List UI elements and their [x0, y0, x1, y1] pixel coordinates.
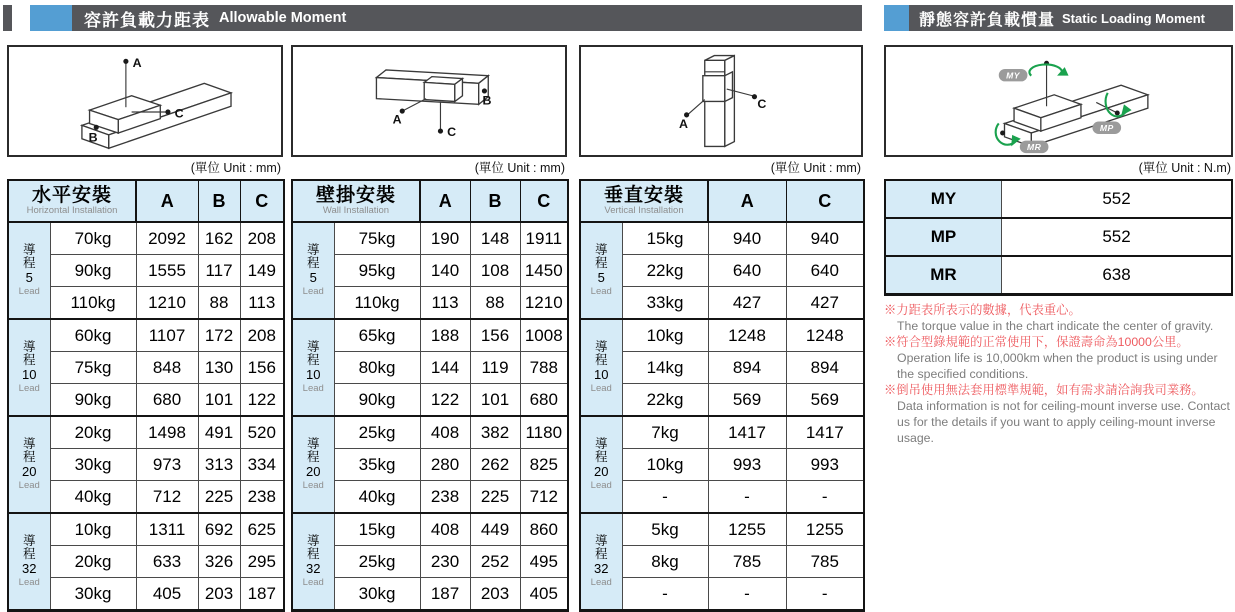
- moment-key: MY: [885, 180, 1002, 218]
- header-accent-square: [30, 5, 72, 31]
- value-cell: 427: [786, 287, 864, 320]
- value-cell: 495: [520, 546, 568, 578]
- diagram-box: [291, 45, 567, 157]
- load-cell: 22kg: [622, 384, 708, 417]
- load-cell: 30kg: [50, 578, 136, 611]
- value-cell: 148: [470, 222, 520, 255]
- lead-group-label: 導 程 5 Lead: [8, 222, 50, 319]
- value-cell: 113: [420, 287, 470, 320]
- value-cell: 973: [136, 449, 198, 481]
- load-cell: 40kg: [50, 481, 136, 514]
- load-cell: 75kg: [334, 222, 420, 255]
- value-cell: 1450: [520, 255, 568, 287]
- table-row: [580, 384, 864, 417]
- allowable-moment-header: [72, 5, 862, 31]
- column-header-b: B: [198, 180, 240, 222]
- header-title-zh: 靜態容許負載慣量: [919, 11, 1056, 29]
- table-row: [292, 481, 568, 514]
- value-cell: 144: [420, 352, 470, 384]
- load-cell: 10kg: [622, 449, 708, 481]
- load-cell: 20kg: [50, 546, 136, 578]
- horizontal-installation-diagram: [9, 47, 281, 155]
- value-cell: 113: [240, 287, 284, 320]
- table-row: [580, 319, 864, 352]
- value-cell: -: [786, 578, 864, 611]
- value-cell: 633: [136, 546, 198, 578]
- header-row: [292, 180, 568, 222]
- table-row: [580, 222, 864, 255]
- value-cell: 172: [198, 319, 240, 352]
- moment-key: MR: [885, 256, 1002, 295]
- value-cell: -: [708, 578, 786, 611]
- value-cell: 88: [198, 287, 240, 320]
- value-cell: 408: [420, 416, 470, 449]
- value-cell: 156: [470, 319, 520, 352]
- value-cell: 640: [708, 255, 786, 287]
- point-label-c: C: [174, 106, 184, 121]
- header-title-en: Allowable Moment: [219, 10, 347, 26]
- table-row: [292, 449, 568, 481]
- table-row: [580, 578, 864, 611]
- lead-group-label: 導 程 32 Lead: [580, 513, 622, 611]
- value-cell: 1498: [136, 416, 198, 449]
- horizontal-moment-table: [7, 179, 285, 612]
- table-title: 水平安裝 Horizontal Installation: [8, 180, 136, 222]
- value-cell: 1555: [136, 255, 198, 287]
- value-cell: 940: [708, 222, 786, 255]
- point-label-c: C: [757, 97, 767, 112]
- value-cell: 788: [520, 352, 568, 384]
- value-cell: 1255: [708, 513, 786, 546]
- value-cell: 203: [198, 578, 240, 611]
- lead-group-label: 導 程 10 Lead: [292, 319, 334, 416]
- note-en: The torque value in the chart indicate the center of gravity.: [897, 318, 1214, 333]
- rotation-arrow-my: [1029, 64, 1061, 75]
- value-cell: 1210: [136, 287, 198, 320]
- notes: [884, 303, 1233, 447]
- value-cell: 190: [420, 222, 470, 255]
- value-cell: 569: [786, 384, 864, 417]
- unit-label: (單位 Unit : mm): [770, 161, 861, 175]
- value-cell: 405: [520, 578, 568, 611]
- table-row: [580, 287, 864, 320]
- value-cell: 894: [708, 352, 786, 384]
- value-cell: 712: [520, 481, 568, 514]
- table-row: [580, 352, 864, 384]
- load-cell: 90kg: [334, 384, 420, 417]
- value-cell: 130: [198, 352, 240, 384]
- value-cell: 122: [420, 384, 470, 417]
- table-row: [292, 287, 568, 320]
- table-row: [8, 546, 284, 578]
- static-loading-header: [909, 5, 1233, 31]
- value-cell: 1210: [520, 287, 568, 320]
- load-cell: 30kg: [334, 578, 420, 611]
- table-row: [8, 287, 284, 320]
- column-header-c: C: [786, 180, 864, 222]
- vertical-moment-table: [579, 179, 865, 612]
- static-loading-section: [884, 45, 1233, 447]
- value-cell: 405: [136, 578, 198, 611]
- table-row: [885, 180, 1232, 218]
- load-cell: 60kg: [50, 319, 136, 352]
- unit-label: (單位 Unit : N.m): [1138, 161, 1231, 175]
- value-cell: 680: [520, 384, 568, 417]
- table-row: [8, 513, 284, 546]
- value-cell: 1311: [136, 513, 198, 546]
- load-cell: 22kg: [622, 255, 708, 287]
- table-row: [580, 449, 864, 481]
- moment-value: 552: [1102, 189, 1131, 208]
- value-cell: 1008: [520, 319, 568, 352]
- value-cell: 625: [240, 513, 284, 546]
- value-cell: 1255: [786, 513, 864, 546]
- value-cell: 238: [240, 481, 284, 514]
- load-cell: 90kg: [50, 384, 136, 417]
- unit-label: (單位 Unit : mm): [474, 161, 565, 175]
- lead-group-label: 導 程 20 Lead: [292, 416, 334, 513]
- load-cell: 90kg: [50, 255, 136, 287]
- table-row: [292, 416, 568, 449]
- value-cell: 208: [240, 319, 284, 352]
- load-cell: -: [622, 481, 708, 514]
- value-cell: 108: [470, 255, 520, 287]
- static-moment-diagram: [886, 47, 1231, 155]
- wall-installation-diagram: [293, 47, 565, 155]
- value-cell: 1417: [708, 416, 786, 449]
- load-cell: 25kg: [334, 546, 420, 578]
- value-cell: 225: [198, 481, 240, 514]
- value-cell: 1417: [786, 416, 864, 449]
- header-title-en: Static Loading Moment: [1062, 10, 1206, 26]
- load-cell: 7kg: [622, 416, 708, 449]
- note-zh: ※力距表所表示的數據，代表重心。: [884, 303, 1081, 317]
- load-cell: 80kg: [334, 352, 420, 384]
- table-row: [580, 546, 864, 578]
- value-cell: 230: [420, 546, 470, 578]
- load-cell: 10kg: [622, 319, 708, 352]
- my-label: MY: [1006, 70, 1021, 81]
- value-cell: 2092: [136, 222, 198, 255]
- static-loading-table: [884, 179, 1233, 296]
- load-cell: 10kg: [50, 513, 136, 546]
- value-cell: 1180: [520, 416, 568, 449]
- table-row: [8, 384, 284, 417]
- value-cell: 101: [198, 384, 240, 417]
- value-cell: 785: [708, 546, 786, 578]
- table-row: [885, 218, 1232, 256]
- diagram-box: [884, 45, 1233, 157]
- wall-moment-table: [291, 179, 569, 612]
- table-row: [8, 255, 284, 287]
- load-cell: 110kg: [50, 287, 136, 320]
- value-cell: 1248: [786, 319, 864, 352]
- vertical-installation-section: [579, 45, 863, 612]
- value-cell: -: [708, 481, 786, 514]
- table-row: [292, 222, 568, 255]
- column-header-c: C: [240, 180, 284, 222]
- value-cell: 88: [470, 287, 520, 320]
- header-accent-square: [884, 5, 909, 31]
- header-row: [8, 180, 284, 222]
- value-cell: 569: [708, 384, 786, 417]
- lead-group-label: 導 程 20 Lead: [580, 416, 622, 513]
- value-cell: 449: [470, 513, 520, 546]
- value-cell: 119: [470, 352, 520, 384]
- value-cell: 252: [470, 546, 520, 578]
- table-row: [8, 416, 284, 449]
- value-cell: 187: [420, 578, 470, 611]
- value-cell: 238: [420, 481, 470, 514]
- load-cell: 14kg: [622, 352, 708, 384]
- load-cell: 15kg: [334, 513, 420, 546]
- point-label-b: B: [482, 93, 492, 108]
- load-cell: 95kg: [334, 255, 420, 287]
- note-en: Operation life is 10,000km when the product is using under the specified conditions.: [897, 350, 1218, 381]
- point-label-b: B: [88, 130, 98, 145]
- table-row: [292, 319, 568, 352]
- column-header-a: A: [420, 180, 470, 222]
- table-row: [580, 481, 864, 514]
- table-title: 垂直安裝 Vertical Installation: [580, 180, 708, 222]
- table-row: [8, 481, 284, 514]
- load-cell: 70kg: [50, 222, 136, 255]
- table-row: [292, 513, 568, 546]
- value-cell: 860: [520, 513, 568, 546]
- load-cell: 15kg: [622, 222, 708, 255]
- value-cell: 188: [420, 319, 470, 352]
- load-cell: 25kg: [334, 416, 420, 449]
- lead-group-label: 導 程 32 Lead: [8, 513, 50, 611]
- value-cell: 225: [470, 481, 520, 514]
- load-cell: -: [622, 578, 708, 611]
- value-cell: 408: [420, 513, 470, 546]
- value-cell: 894: [786, 352, 864, 384]
- diagram-box: [579, 45, 863, 157]
- unit-label: (單位 Unit : mm): [190, 161, 281, 175]
- moment-value: 552: [1002, 218, 1233, 256]
- value-cell: 692: [198, 513, 240, 546]
- value-cell: 680: [136, 384, 198, 417]
- load-cell: 40kg: [334, 481, 420, 514]
- header-row: [580, 180, 864, 222]
- value-cell: 208: [240, 222, 284, 255]
- value-cell: 122: [240, 384, 284, 417]
- note-zh: ※倒吊使用無法套用標準規範，如有需求請洽詢我司業務。: [884, 382, 1204, 397]
- value-cell: 101: [470, 384, 520, 417]
- value-cell: 1107: [136, 319, 198, 352]
- value-cell: 785: [786, 546, 864, 578]
- lead-group-label: 導 程 10 Lead: [580, 319, 622, 416]
- value-cell: 156: [240, 352, 284, 384]
- table-row: [580, 416, 864, 449]
- table-row: [8, 222, 284, 255]
- table-row: [580, 255, 864, 287]
- mp-label: MP: [1099, 123, 1114, 134]
- mr-label: MR: [1026, 142, 1042, 153]
- table-row: [292, 546, 568, 578]
- value-cell: 162: [198, 222, 240, 255]
- value-cell: 640: [786, 255, 864, 287]
- note-en: Data information is not for ceiling-mount inverse use. Contact us for the details if you want to apply ceiling-mount inverse usage.: [897, 398, 1230, 445]
- table-row: [292, 384, 568, 417]
- value-cell: 940: [786, 222, 864, 255]
- moment-key: MP: [885, 218, 1002, 256]
- value-cell: -: [786, 481, 864, 514]
- point-label-c: C: [447, 124, 457, 139]
- table-title: 壁掛安裝 Wall Installation: [292, 180, 420, 222]
- value-cell: 993: [786, 449, 864, 481]
- note-zh: ※符合型錄規範的正常使用下，保證壽命為10000公里。: [884, 334, 1189, 349]
- load-cell: 75kg: [50, 352, 136, 384]
- load-cell: 8kg: [622, 546, 708, 578]
- table-row: [8, 319, 284, 352]
- lead-group-label: 導 程 5 Lead: [580, 222, 622, 319]
- lead-group-label: 導 程 32 Lead: [292, 513, 334, 611]
- header-title-zh: 容許負載力距表: [84, 10, 210, 30]
- column-header-a: A: [708, 180, 786, 222]
- value-cell: 326: [198, 546, 240, 578]
- table-row: [292, 255, 568, 287]
- value-cell: 313: [198, 449, 240, 481]
- value-cell: 520: [240, 416, 284, 449]
- point-label-a: A: [678, 117, 688, 132]
- load-cell: 35kg: [334, 449, 420, 481]
- moment-value: 638: [1002, 256, 1233, 295]
- load-cell: 30kg: [50, 449, 136, 481]
- diagram-box: [7, 45, 283, 157]
- point-label-a: A: [392, 112, 402, 127]
- wall-installation-section: [291, 45, 567, 612]
- value-cell: 491: [198, 416, 240, 449]
- value-cell: 825: [520, 449, 568, 481]
- point-label-a: A: [132, 56, 142, 71]
- load-cell: 110kg: [334, 287, 420, 320]
- load-cell: 65kg: [334, 319, 420, 352]
- load-cell: 5kg: [622, 513, 708, 546]
- value-cell: 280: [420, 449, 470, 481]
- value-cell: 848: [136, 352, 198, 384]
- lead-group-label: 導 程 5 Lead: [292, 222, 334, 319]
- table-row: [8, 449, 284, 481]
- table-row: [8, 578, 284, 611]
- load-cell: 20kg: [50, 416, 136, 449]
- table-row: [8, 352, 284, 384]
- column-header-c: C: [520, 180, 568, 222]
- vertical-installation-diagram: [581, 47, 861, 155]
- load-cell: 33kg: [622, 287, 708, 320]
- value-cell: 295: [240, 546, 284, 578]
- value-cell: 187: [240, 578, 284, 611]
- table-row: [885, 256, 1232, 295]
- table-row: [292, 578, 568, 611]
- value-cell: 117: [198, 255, 240, 287]
- value-cell: 334: [240, 449, 284, 481]
- value-cell: 1248: [708, 319, 786, 352]
- value-cell: 427: [708, 287, 786, 320]
- value-cell: 149: [240, 255, 284, 287]
- value-cell: 993: [708, 449, 786, 481]
- value-cell: 712: [136, 481, 198, 514]
- header-edge-strip: [3, 5, 12, 31]
- table-row: [580, 513, 864, 546]
- column-header-a: A: [136, 180, 198, 222]
- table-row: [292, 352, 568, 384]
- lead-group-label: 導 程 20 Lead: [8, 416, 50, 513]
- value-cell: 382: [470, 416, 520, 449]
- value-cell: 203: [470, 578, 520, 611]
- horizontal-installation-section: [7, 45, 283, 612]
- lead-group-label: 導 程 10 Lead: [8, 319, 50, 416]
- column-header-b: B: [470, 180, 520, 222]
- value-cell: 140: [420, 255, 470, 287]
- value-cell: 262: [470, 449, 520, 481]
- value-cell: 1911: [520, 222, 568, 255]
